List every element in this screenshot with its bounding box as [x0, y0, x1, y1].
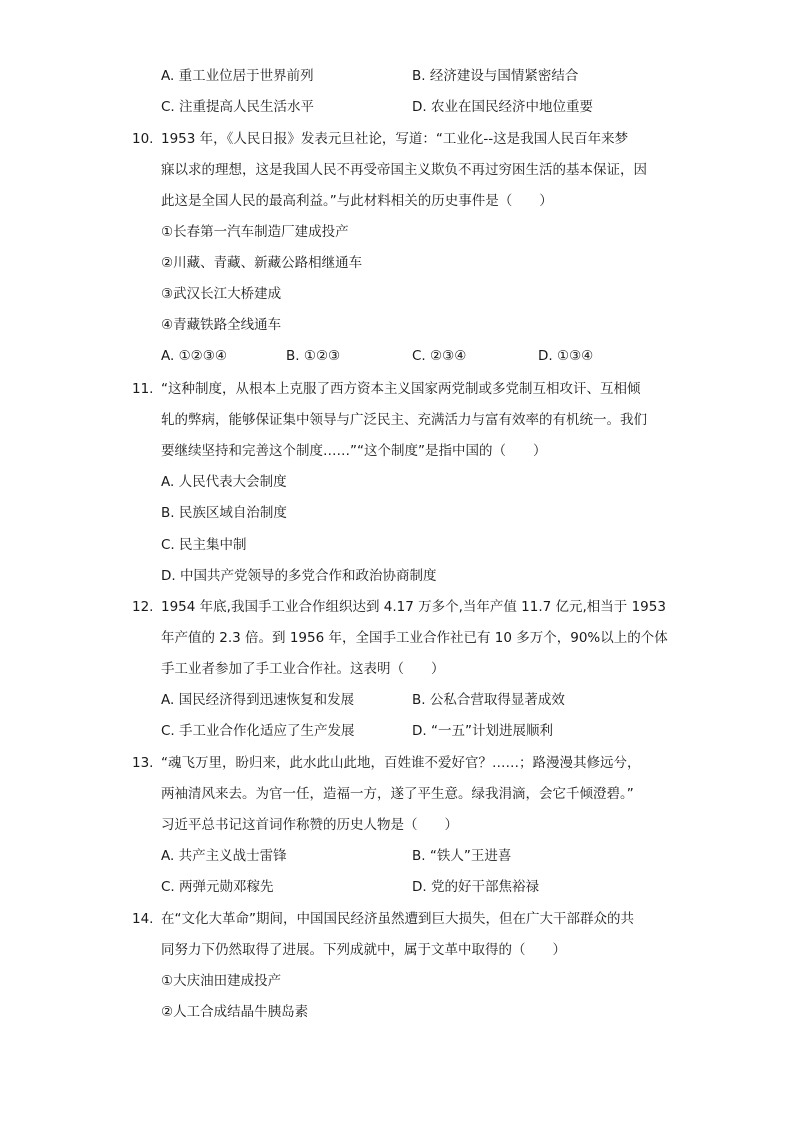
q11-option-a: A. 人民代表大会制度: [161, 474, 287, 490]
q12-stem-line-3: 手工业者参加了手工业合作社。这表明（ ）: [161, 661, 445, 677]
q10-item-3: ③武汉长江大桥建成: [161, 286, 282, 302]
q10-stem-line-3: 此这是全国人民的最高利益。”与此材料相关的历史事件是（ ）: [161, 193, 553, 209]
q10-number: 10.: [132, 131, 154, 147]
q13-option-a: A. 共产主义战士雷锋: [161, 848, 287, 864]
q12-stem-line-2: 年产值的 2.3 倍。到 1956 年，全国手工业合作社已有 10 多万个，90%以上的个体: [161, 630, 668, 646]
q14-item-1: ①大庆油田建成投产: [161, 973, 282, 989]
q11-stem-line-1: “这种制度，从根本上克服了西方资本主义国家两党制或多党制互相攻讦、互相倾: [161, 381, 641, 397]
q11-option-c: C. 民主集中制: [161, 537, 247, 553]
q13-option-b: B. “铁人”王进喜: [412, 848, 512, 864]
q9-option-d: D. 农业在国民经济中地位重要: [412, 99, 593, 115]
q13-stem-line-2: 两袖清风来去。为官一任，造福一方，遂了平生意。绿我涓滴，会它千倾澄碧。”: [161, 786, 634, 802]
q10-option-c: C. ②③④: [412, 348, 467, 364]
q11-stem-line-2: 轧的弊病，能够保证集中领导与广泛民主、充满活力与富有效率的有机统一。我们: [161, 412, 647, 428]
q12-stem-line-1: 1954 年底,我国手工业合作组织达到 4.17 万多个,当年产值 11.7 亿元,相当于 1953: [161, 599, 666, 615]
q13-number: 13.: [132, 755, 154, 771]
q14-stem-line-2: 同努力下仍然取得了进展。下列成就中，属于文革中取得的（ ）: [161, 942, 566, 958]
q14-item-2: ②人工合成结晶牛胰岛素: [161, 1004, 309, 1020]
q10-option-d: D. ①③④: [538, 348, 594, 364]
q10-option-b: B. ①②③: [286, 348, 341, 364]
q12-option-a: A. 国民经济得到迅速恢复和发展: [161, 692, 355, 708]
q10-stem-line-2: 寐以求的理想，这是我国人民不再受帝国主义欺负不再过穷困生活的基本保证，因: [161, 162, 647, 178]
q11-stem-line-3: 要继续坚持和完善这个制度……”“这个制度”是指中国的（ ）: [161, 443, 547, 459]
q10-stem-line-1: 1953 年，《人民日报》发表元旦社论，写道：“工业化--这是我国人民百年来梦: [161, 131, 629, 147]
q14-stem-line-1: 在“文化大革命”期间，中国国民经济虽然遭到巨大损失，但在广大干部群众的共: [161, 911, 634, 927]
q10-item-2: ②川藏、青藏、新藏公路相继通车: [161, 255, 363, 271]
q10-item-4: ④青藏铁路全线通车: [161, 317, 282, 333]
q10-option-a: A. ①②③④: [161, 348, 227, 364]
q12-option-d: D. “一五”计划进展顺利: [412, 723, 553, 739]
q11-number: 11.: [132, 381, 154, 397]
q12-option-c: C. 手工业合作化适应了生产发展: [161, 723, 355, 739]
q12-option-b: B. 公私合营取得显著成效: [412, 692, 565, 708]
q12-number: 12.: [132, 599, 154, 615]
q11-option-b: B. 民族区域自治制度: [161, 505, 287, 521]
q10-item-1: ①长春第一汽车制造厂建成投产: [161, 224, 349, 240]
q13-stem-line-3: 习近平总书记这首词作称赞的历史人物是（ ）: [161, 817, 458, 833]
q14-number: 14.: [132, 911, 154, 927]
q9-option-a: A. 重工业位居于世界前列: [161, 68, 314, 84]
q9-option-c: C. 注重提高人民生活水平: [161, 99, 315, 115]
q13-option-d: D. 党的好干部焦裕禄: [412, 879, 539, 895]
q9-option-b: B. 经济建设与国情紧密结合: [412, 68, 579, 84]
q11-option-d: D. 中国共产党领导的多党合作和政治协商制度: [161, 568, 437, 584]
q13-option-c: C. 两弹元勋邓稼先: [161, 879, 274, 895]
q13-stem-line-1: “魂飞万里，盼归来，此水此山此地，百姓谁不爱好官？……；路漫漫其修远兮，: [161, 755, 641, 771]
